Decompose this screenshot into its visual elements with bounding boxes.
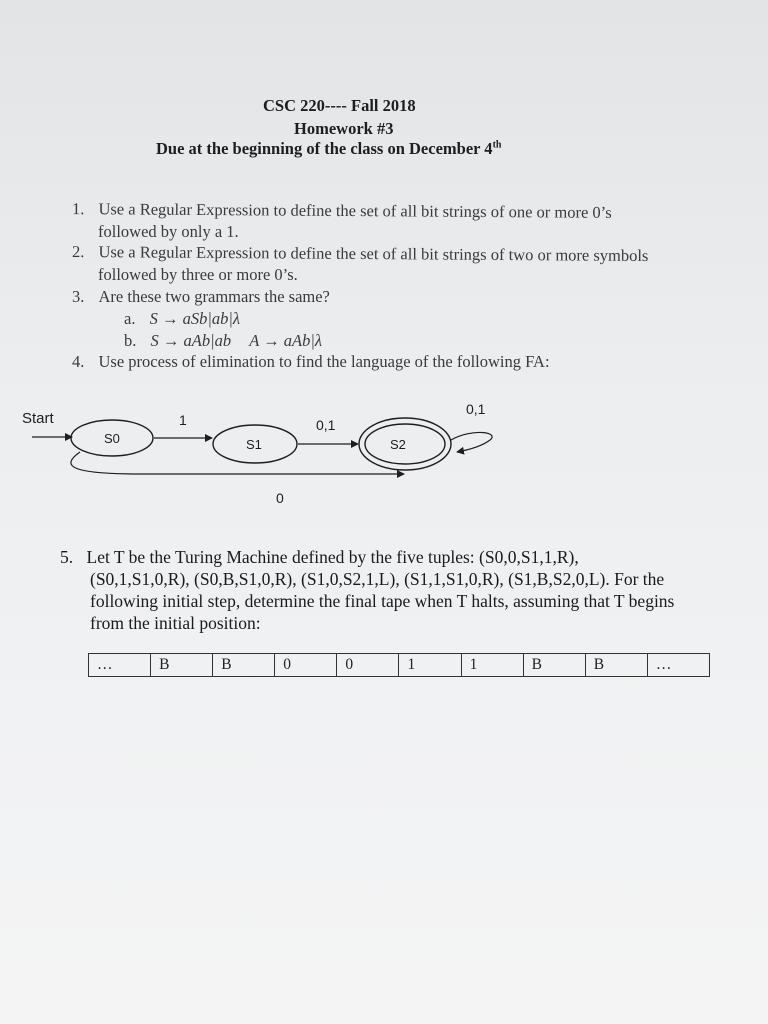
course-title: CSC 220---- Fall 2018 [263,96,416,115]
grammar-a-expr: S → aSb|ab|λ [149,309,241,328]
question-5-line-3: following initial step, determine the final tape when T halts, assuming that T begins [90,591,675,611]
question-text: Use process of elimination to find the language of the following FA: [98,352,550,371]
question-1 [72,199,612,223]
tape-cell: 1 [399,654,461,676]
question-4 [72,352,550,372]
edge-label-s0-s1: 1 [179,412,187,428]
question-5-line-4: from the initial position: [90,613,261,633]
question-2-continuation: followed by three or more 0’s. [98,265,298,284]
tape-cell: … [89,654,151,676]
question-3 [72,287,330,307]
turing-tape [88,653,710,677]
tape-cell: B [213,654,275,676]
question-5 [60,547,579,568]
tape-cell: 0 [337,654,399,676]
question-text: Use a Regular Expression to define the set of all bit strings of two or more symbols [98,242,649,266]
question-text: Are these two grammars the same? [98,287,330,306]
start-label: Start [22,410,54,427]
grammar-a [124,309,240,329]
tape-cell: B [151,654,213,676]
question-number: 2. [71,241,85,262]
finite-automaton-diagram [0,390,768,520]
tape-cell: 1 [462,654,524,676]
question-number: 3. [72,287,85,306]
grammar-a-label: a. [124,309,136,328]
question-2 [72,242,649,266]
edge-label-s2-loop: 0,1 [466,401,486,417]
edge-label-s0-s2: 0 [276,490,284,506]
grammar-b-expr-s: S → aAb|ab [150,331,232,350]
question-number: 1. [71,199,85,219]
grammar-b-expr-a: A → aAb|λ [249,331,323,350]
tape-cell: B [524,654,586,676]
state-s0-label: S0 [104,431,120,446]
question-text: Let T be the Turing Machine defined by the five tuples: (S0,0,S1,1,R), [86,547,579,567]
grammar-b [124,331,322,351]
edge-s2-loop [451,432,492,452]
question-number: 4. [72,352,85,371]
homework-title: Homework #3 [294,119,394,138]
tape-cell: … [655,656,672,673]
question-number: 5. [60,547,74,567]
tape-cell: B [586,654,648,676]
question-text: Use a Regular Expression to define the set of all bit strings of one or more 0’s [98,199,612,222]
edge-label-s1-s2: 0,1 [316,417,336,433]
state-s1-label: S1 [246,437,262,452]
tape-cell: 0 [275,654,337,676]
state-s2-label: S2 [390,437,406,452]
due-date: Due at the beginning of the class on December 4th [156,139,502,158]
question-5-line-2: (S0,1,S1,0,R), (S0,B,S1,0,R), (S1,0,S2,1,L), (S1,1,S1,0,R), (S1,B,S2,0,L). For the [90,569,665,589]
grammar-b-label: b. [124,331,137,350]
question-1-continuation: followed by only a 1. [98,222,239,241]
